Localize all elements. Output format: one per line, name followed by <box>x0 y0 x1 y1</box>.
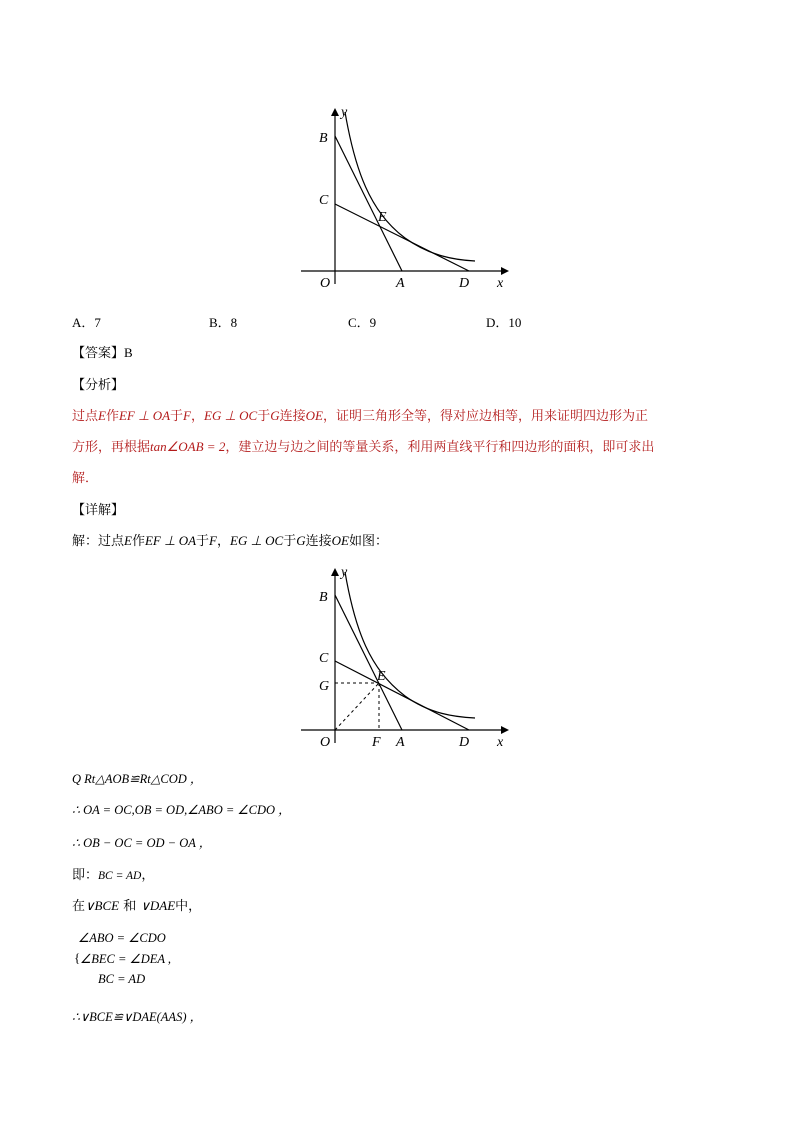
figure-2 <box>295 560 515 760</box>
label-g: G <box>319 679 330 694</box>
detail-label: 【详解】 <box>72 503 125 518</box>
label-b: B <box>319 131 328 146</box>
analysis-line-2: 方形，再根据tan∠OAB = 2，建立边与边之间的等量关系，利用两直线平行和四边形的面积，即可求出 <box>72 439 655 455</box>
label-y: y <box>341 565 348 580</box>
y-axis-arrow <box>331 568 339 576</box>
analysis-label: 【分析】 <box>72 378 125 393</box>
label-f: F <box>372 735 381 750</box>
system-line-1: ∠ABO = ∠CDO <box>78 931 166 945</box>
system-line-3: BC = AD <box>98 972 146 986</box>
label-e: E <box>378 210 387 225</box>
choice-d: D．10 <box>486 315 522 330</box>
label-a: A <box>396 735 405 750</box>
figure-1 <box>295 100 515 300</box>
proof-line-5: 在∨BCE 和 ∨DAE中， <box>72 898 202 914</box>
answer-value: B <box>124 345 133 360</box>
hyperbola-curve <box>345 112 475 261</box>
x-axis-arrow <box>501 267 509 275</box>
choice-b: B．8 <box>209 315 238 330</box>
label-a: A <box>396 276 405 291</box>
line-cd <box>335 661 469 730</box>
analysis-line-1: 过点E作EF ⊥ OA于F，EG ⊥ OC于G连接OE，证明三角形全等，得对应边相等，用来证明四边形为正 <box>72 408 649 424</box>
label-x: x <box>497 735 504 750</box>
label-y: y <box>341 105 348 120</box>
line-ba <box>335 595 402 730</box>
proof-line-4: 即：BC = AD， <box>72 868 155 883</box>
line-cd <box>335 204 469 271</box>
label-c: C <box>319 651 329 666</box>
answer-label: 【答案】 <box>72 346 125 361</box>
x-axis-arrow <box>501 726 509 734</box>
label-d: D <box>459 735 470 750</box>
proof-line-6: ∴∨BCE≌∨DAE(AAS) ， <box>72 1010 203 1024</box>
label-o: O <box>320 735 331 750</box>
system-brace: { <box>74 950 81 965</box>
label-b: B <box>319 590 328 605</box>
label-d: D <box>459 276 470 291</box>
proof-line-3: ∴ OB − OC = OD − OA ， <box>72 836 212 850</box>
proof-line-1: Q Rt△AOB≌Rt△COD ， <box>72 772 203 786</box>
dashed-oe <box>335 683 379 730</box>
label-c: C <box>319 193 329 208</box>
y-axis-arrow <box>331 108 339 116</box>
analysis-line-3: 解． <box>72 471 99 486</box>
choice-c: C．9 <box>348 315 377 330</box>
answer-line <box>72 342 133 361</box>
label-o: O <box>320 276 331 291</box>
system-line-2: ∠BEC = ∠DEA , <box>80 952 172 966</box>
detail-line-1: 解：过点E作EF ⊥ OA于F，EG ⊥ OC于G连接OE如图： <box>72 533 389 549</box>
line-ba <box>335 136 402 271</box>
label-e: E <box>377 669 386 684</box>
hyperbola-curve <box>345 572 475 718</box>
proof-line-2: ∴ OA = OC,OB = OD,∠ABO = ∠CDO ， <box>72 803 291 817</box>
choice-a: A．7 <box>72 315 101 330</box>
label-x: x <box>497 276 504 291</box>
